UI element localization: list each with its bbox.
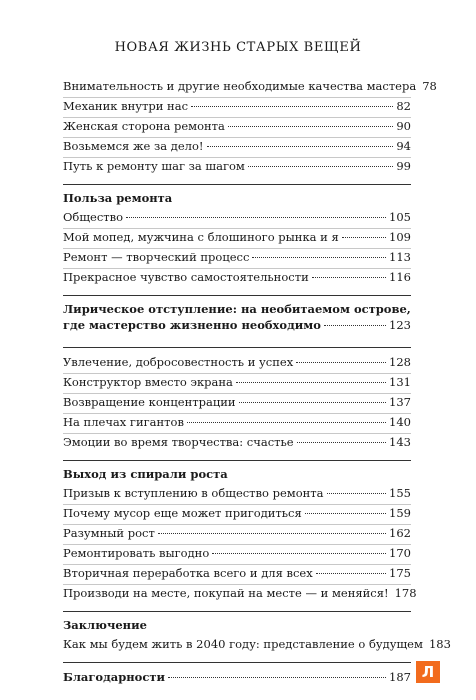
toc-entry[interactable] xyxy=(63,354,411,374)
toc-entry[interactable] xyxy=(63,249,411,269)
toc-section-acknowledgements xyxy=(63,663,411,695)
toc-entry[interactable] xyxy=(63,78,437,98)
entry-page: 175 xyxy=(389,566,411,580)
toc-entry[interactable] xyxy=(63,209,411,229)
section-heading[interactable] xyxy=(63,669,411,688)
table-of-contents xyxy=(63,72,451,695)
entry-title: Женская сторона ремонта xyxy=(63,119,225,133)
entry-page: 128 xyxy=(389,355,411,369)
toc-entry[interactable] xyxy=(63,585,417,604)
dot-leader xyxy=(248,166,394,167)
page-title: НОВАЯ ЖИЗНЬ СТАРЫХ ВЕЩЕЙ xyxy=(114,40,362,55)
dot-leader xyxy=(187,422,386,423)
dot-leader xyxy=(342,237,386,238)
toc-entry[interactable] xyxy=(63,636,451,655)
dot-leader xyxy=(126,217,386,218)
entry-title: Конструктор вместо экрана xyxy=(63,375,233,389)
toc-section-digression xyxy=(63,296,411,347)
dot-leader xyxy=(327,493,387,494)
entry-page: 178 xyxy=(394,586,417,600)
dot-leader xyxy=(312,277,386,278)
entry-page: 143 xyxy=(389,435,411,449)
entry-title: Внимательность и другие необходимые качества мастера xyxy=(63,79,417,93)
entry-title: Ремонтировать выгодно xyxy=(63,546,210,560)
dot-leader xyxy=(297,442,386,443)
entry-page: 78 xyxy=(422,79,437,93)
entry-title: где мастерство жизненно необходимо xyxy=(63,318,321,332)
toc-entry[interactable] xyxy=(63,98,411,118)
toc-section-digression-entries xyxy=(63,348,411,460)
entry-title: Путь к ремонту шаг за шагом xyxy=(63,159,245,173)
dot-leader xyxy=(252,257,386,258)
section-heading[interactable]: Польза ремонта xyxy=(63,191,173,205)
entry-page: 140 xyxy=(389,415,411,429)
entry-page: 82 xyxy=(396,99,411,113)
toc-entry[interactable] xyxy=(63,138,411,158)
entry-title: Производи на месте, покупай на месте — и меняйся! xyxy=(63,586,389,600)
toc-section-conclusion xyxy=(63,612,451,662)
section-heading[interactable]: Заключение xyxy=(63,618,147,632)
entry-title: Эмоции во время творчества: счастье xyxy=(63,435,294,449)
entry-title: Как мы будем жить в 2040 году: представление о будущем xyxy=(63,637,423,651)
entry-title: Разумный рост xyxy=(63,526,155,540)
entry-page: 109 xyxy=(389,230,411,244)
entry-title: Благодарности xyxy=(63,670,166,684)
toc-entry[interactable] xyxy=(63,565,411,585)
entry-page: 183 xyxy=(428,637,451,651)
toc-entry[interactable] xyxy=(63,505,411,525)
section-heading[interactable]: Выход из спирали роста xyxy=(63,467,228,481)
toc-entry[interactable] xyxy=(63,158,411,177)
entry-page: 105 xyxy=(389,210,411,224)
entry-title: Ремонт — творческий процесс xyxy=(63,250,250,264)
entry-page: 99 xyxy=(396,159,411,173)
entry-page: 90 xyxy=(396,119,411,133)
entry-page: 131 xyxy=(389,375,411,389)
dot-leader xyxy=(158,533,386,534)
entry-page: 187 xyxy=(389,670,411,684)
entry-page: 113 xyxy=(389,250,411,264)
entry-page: 116 xyxy=(389,270,411,284)
entry-title: Мой мопед, мужчина с блошиного рынка и я xyxy=(63,230,339,244)
entry-title: Призыв к вступлению в общество ремонта xyxy=(63,486,324,500)
entry-page: 94 xyxy=(396,139,411,153)
dot-leader xyxy=(191,106,393,107)
entry-title: Возвращение концентрации xyxy=(63,395,236,409)
toc-section-benefits xyxy=(63,185,411,295)
publisher-logo-icon: Л xyxy=(416,661,440,683)
toc-entry[interactable] xyxy=(63,414,411,434)
dot-leader xyxy=(305,513,386,514)
toc-section-growth xyxy=(63,461,417,611)
dot-leader xyxy=(212,553,386,554)
toc-entry[interactable] xyxy=(63,229,411,249)
dot-leader xyxy=(228,126,393,127)
dot-leader xyxy=(316,573,386,574)
dot-leader xyxy=(207,146,394,147)
toc-entry[interactable] xyxy=(63,485,411,505)
toc-top-group xyxy=(63,72,437,184)
section-heading-line2 xyxy=(63,316,411,336)
entry-page: 159 xyxy=(389,506,411,520)
toc-entry[interactable] xyxy=(63,545,411,565)
toc-entry[interactable] xyxy=(63,434,411,453)
toc-entry[interactable] xyxy=(63,269,411,288)
entry-title: Возьмемся же за дело! xyxy=(63,139,204,153)
toc-entry[interactable] xyxy=(63,374,411,394)
entry-title: Увлечение, добросовестность и успех xyxy=(63,355,294,369)
entry-page: 162 xyxy=(389,526,411,540)
dot-leader xyxy=(168,677,386,678)
dot-leader xyxy=(324,325,386,326)
dot-leader xyxy=(239,402,386,403)
toc-entry[interactable] xyxy=(63,118,411,138)
toc-entry[interactable] xyxy=(63,525,411,545)
entry-title: Общество xyxy=(63,210,124,224)
section-heading[interactable] xyxy=(63,302,411,340)
dot-leader xyxy=(236,382,386,383)
entry-title: Механик внутри нас xyxy=(63,99,189,113)
entry-title: Вторичная переработка всего и для всех xyxy=(63,566,313,580)
entry-title: На плечах гигантов xyxy=(63,415,184,429)
dot-leader xyxy=(296,362,386,363)
toc-entry[interactable] xyxy=(63,394,411,414)
entry-page: 137 xyxy=(389,395,411,409)
section-heading-line1: Лирическое отступление: на необитаемом острове, xyxy=(63,302,411,316)
entry-title: Почему мусор еще может пригодиться xyxy=(63,506,302,520)
entry-page: 170 xyxy=(389,546,411,560)
entry-page: 155 xyxy=(389,486,411,500)
entry-page: 123 xyxy=(389,318,411,332)
entry-title: Прекрасное чувство самостоятельности xyxy=(63,270,309,284)
